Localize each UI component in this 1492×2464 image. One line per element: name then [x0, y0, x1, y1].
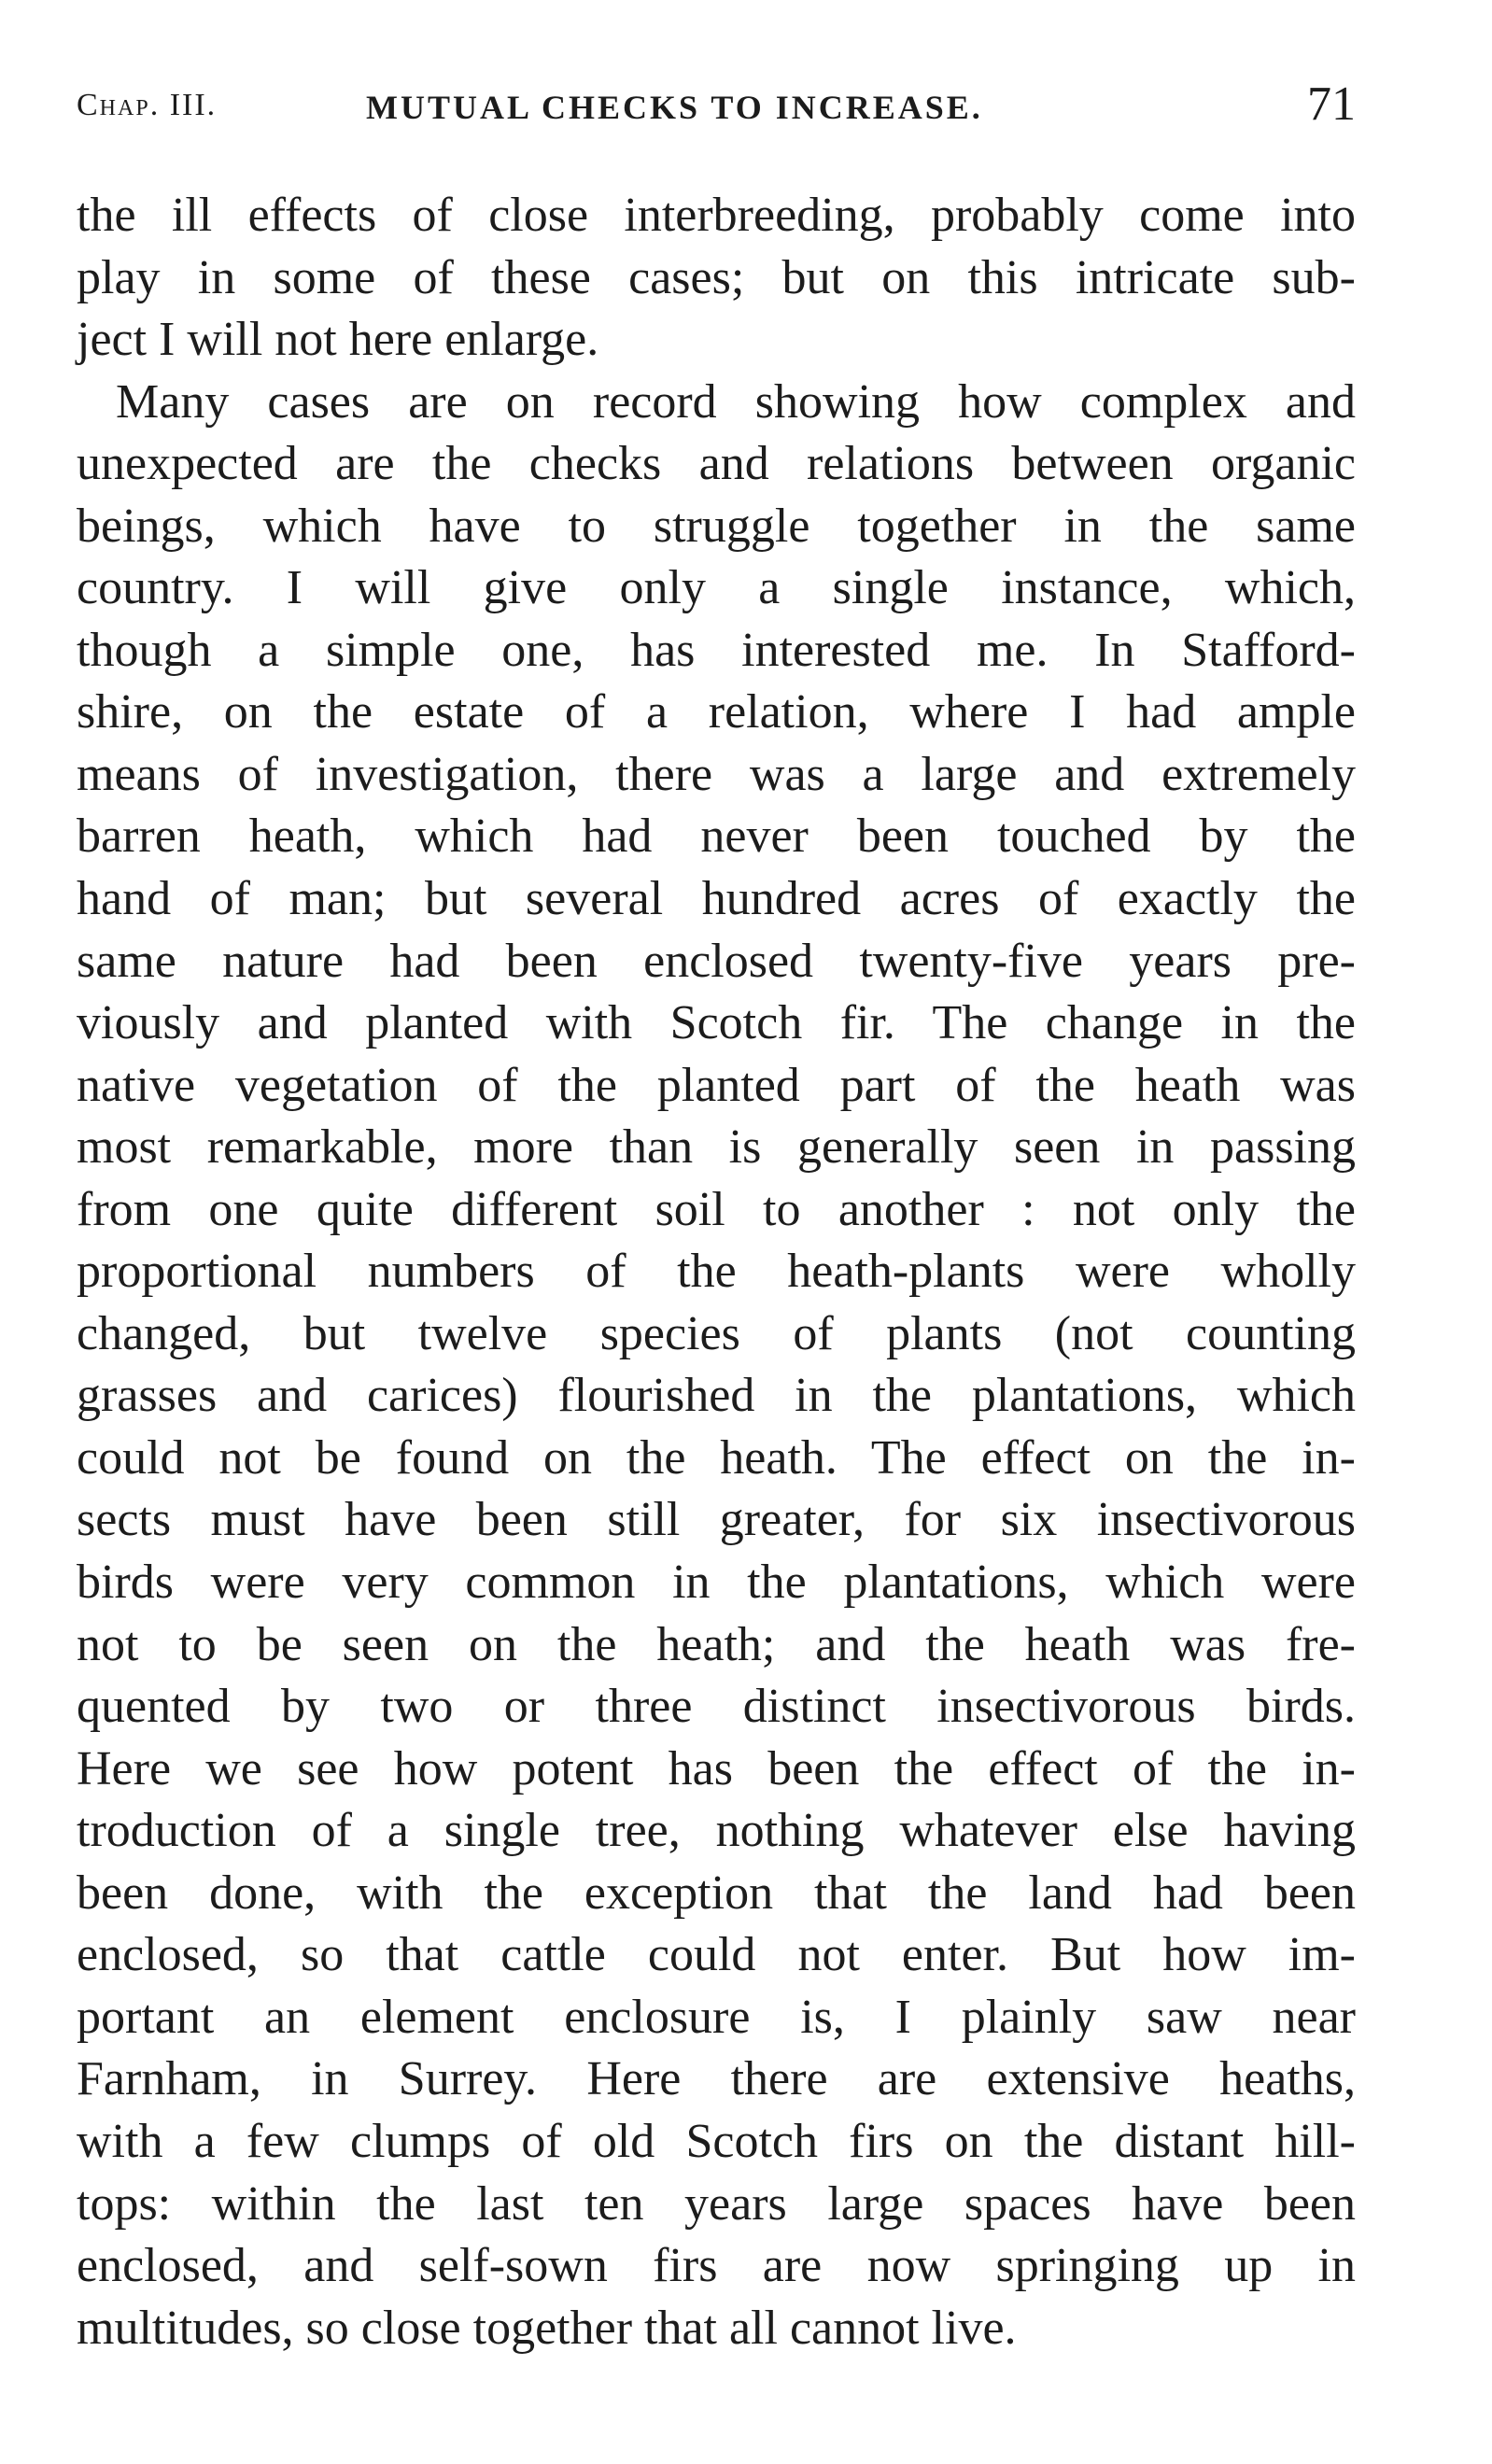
- running-title: MUTUAL CHECKS TO INCREASE.: [366, 89, 983, 126]
- text-line: proportional numbers of the heath-plants were wholly: [77, 1245, 1356, 1299]
- text-line: native vegetation of the planted part of the heath was: [77, 1058, 1356, 1112]
- text-line: beings, which have to struggle together in the same: [77, 499, 1356, 553]
- text-line: unexpected are the checks and relations between organic: [77, 437, 1356, 491]
- text-line: not to be seen on the heath; and the heath was fre-: [77, 1617, 1356, 1671]
- text-line: multitudes, so close together that all cannot live.: [77, 2301, 1017, 2355]
- text-line: shire, on the estate of a relation, where I had ample: [77, 685, 1356, 739]
- page-number: 71: [1307, 77, 1356, 131]
- text-line: enclosed, and self-sown firs are now springing up in: [77, 2239, 1356, 2293]
- text-line: barren heath, which had never been touched by the: [77, 810, 1356, 864]
- text-line: same nature had been enclosed twenty-five years pre-: [77, 934, 1356, 988]
- text-line: though a simple one, has interested me. In Stafford-: [77, 623, 1356, 677]
- text-line: country. I will give only a single instance, which,: [77, 561, 1356, 615]
- text-line: tops: within the last ten years large spaces have been: [77, 2176, 1356, 2231]
- text-line: Here we see how potent has been the effect of the in-: [77, 1741, 1356, 1795]
- text-line: Many cases are on record showing how complex and: [116, 374, 1356, 429]
- text-line: portant an element enclosure is, I plainly saw near: [77, 1990, 1356, 2044]
- text-line: quented by two or three distinct insectivorous birds.: [77, 1680, 1356, 1734]
- text-line: ject I will not here enlarge.: [77, 313, 599, 367]
- text-line: play in some of these cases; but on this intricate sub-: [77, 250, 1356, 304]
- text-line: with a few clumps of old Scotch firs on the distant hill-: [77, 2114, 1356, 2168]
- text-line: viously and planted with Scotch fir. The change in the: [77, 996, 1356, 1050]
- text-line: means of investigation, there was a large and extremely: [77, 747, 1356, 801]
- text-line: grasses and carices) flourished in the plantations, which: [77, 1369, 1356, 1423]
- text-line: could not be found on the heath. The effect on the in-: [77, 1430, 1356, 1485]
- text-line: sects must have been still greater, for six insectivorous: [77, 1493, 1356, 1547]
- body-text: [77, 185, 1356, 2359]
- text-line: birds were very common in the plantations, which were: [77, 1556, 1356, 1610]
- chapter-label: Chap. III.: [77, 88, 218, 122]
- text-line: enclosed, so that cattle could not enter. But how im-: [77, 1928, 1356, 1982]
- text-line: been done, with the exception that the land had been: [77, 1866, 1356, 1920]
- text-line: hand of man; but several hundred acres of exactly the: [77, 872, 1356, 926]
- running-head: [77, 77, 1356, 133]
- text-line: the ill effects of close interbreeding, probably come into: [77, 189, 1356, 242]
- text-line: troduction of a single tree, nothing whatever else having: [77, 1804, 1356, 1858]
- text-line: most remarkable, more than is generally seen in passing: [77, 1120, 1356, 1175]
- text-line: changed, but twelve species of plants (not counting: [77, 1306, 1356, 1360]
- text-line: Farnham, in Surrey. Here there are extensive heaths,: [77, 2052, 1356, 2106]
- text-line: from one quite different soil to another : not only the: [77, 1182, 1356, 1236]
